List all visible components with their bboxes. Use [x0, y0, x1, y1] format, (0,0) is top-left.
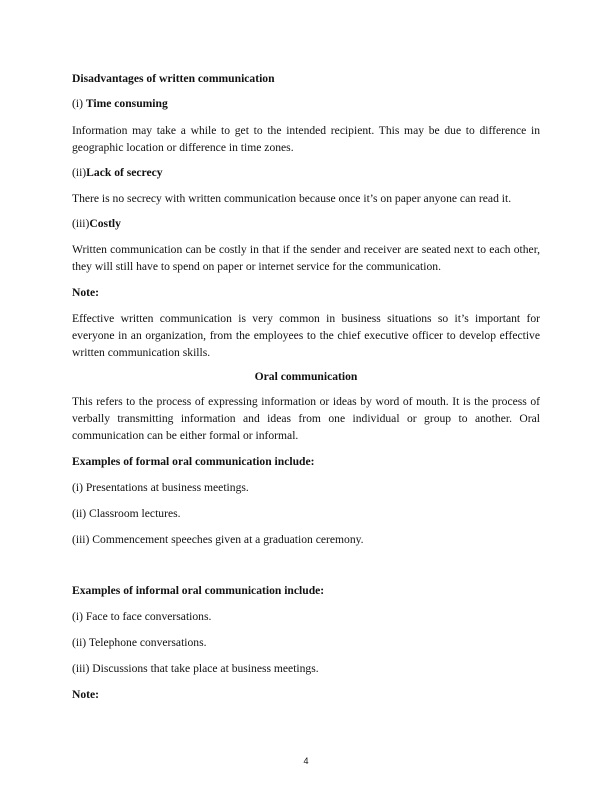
subheading-lack-of-secrecy [72, 164, 540, 181]
list-item: (iii) Commencement speeches given at a graduation ceremony. [72, 533, 364, 546]
subheading-time-consuming [72, 95, 540, 112]
oral-communication-heading: Oral communication [254, 370, 358, 383]
list-item: (i) Presentations at business meetings. [72, 481, 249, 494]
formal-examples-heading: Examples of formal oral communication include: [72, 455, 315, 468]
list-item: (iii) Discussions that take place at business meetings. [72, 662, 319, 675]
item-label: (ii) [72, 166, 87, 179]
page-number: 4 [303, 756, 309, 766]
subheading-costly [72, 215, 540, 232]
paragraph-lack-of-secrecy: There is no secrecy with written communication because once it’s on paper anyone can read it. [72, 192, 512, 205]
note-heading: Note: [72, 688, 100, 701]
note-heading: Note: [72, 286, 100, 299]
item-title: Time consuming [85, 97, 168, 110]
paragraph-costly: Written communication can be costly in that if the sender and receiver are seated next to each other, they will still have to spend on paper or internet service for the communication. [72, 243, 540, 273]
item-label: (i) [72, 97, 86, 110]
paragraph-note: Effective written communication is very common in business situations so it’s important for everyone in an organization, from the employees to the chief executive officer to develop effective written communication skills. [72, 312, 540, 359]
item-title: Costly [89, 217, 121, 230]
list-item: (i) Face to face conversations. [72, 610, 212, 623]
item-label: (iii) [72, 217, 90, 230]
item-title: Lack of secrecy [86, 166, 163, 179]
list-item: (ii) Telephone conversations. [72, 636, 207, 649]
list-item: (ii) Classroom lectures. [72, 507, 181, 520]
paragraph-oral: This refers to the process of expressing information or ideas by word of mouth. It is the process of verbally transmitting information and ideas from one individual or group to another. Oral communication can be either formal or informal. [72, 395, 540, 442]
paragraph-time-consuming: Information may take a while to get to the intended recipient. This may be due to difference in geographic location or difference in time zones. [72, 124, 540, 154]
informal-examples-heading: Examples of informal oral communication include: [72, 584, 325, 597]
section-heading: Disadvantages of written communication [72, 72, 275, 85]
